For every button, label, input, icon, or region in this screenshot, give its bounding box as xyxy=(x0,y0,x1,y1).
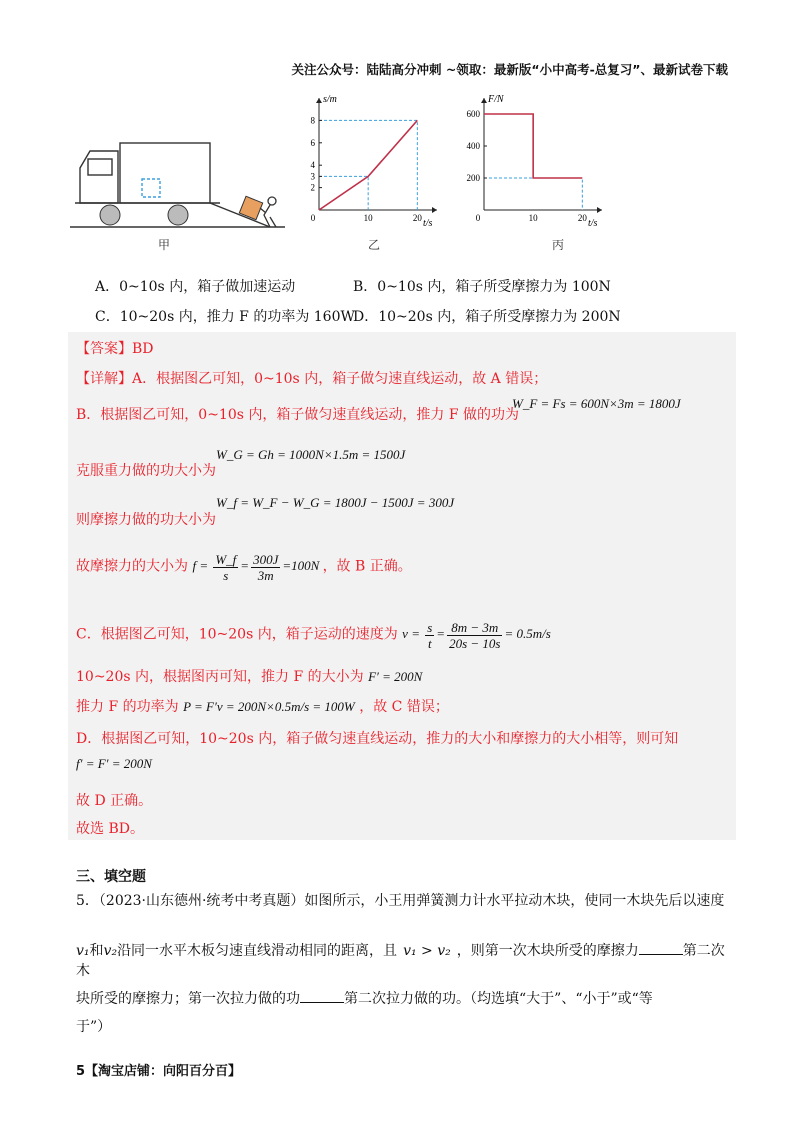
question-5-line2 xyxy=(76,940,736,980)
series-line xyxy=(319,120,417,210)
q-text-3b: 第二次拉力做的功。（均选填“大于”、“小于”或“等 xyxy=(344,991,653,1007)
options-row-2 xyxy=(95,306,735,328)
truck-window xyxy=(88,159,112,175)
options-row-1 xyxy=(95,276,735,298)
s-t-graph xyxy=(295,88,445,238)
x-tick-label: 20 xyxy=(412,213,422,223)
equation-velocity: v = $\frac{s}{t}$ = $\frac{8m - 3m}{20s - 10s}$ = 0.5m/s xyxy=(402,620,551,651)
page-header: 关注公众号：陆陆高分冲刺 ~领取：最新版“小中高考-总复习”、最新试卷下载 xyxy=(291,62,728,77)
y-tick-label: 3 xyxy=(310,171,315,182)
detail-line-b: B．根据图乙可知，0~10s 内，箱子做匀速直线运动，推力 F 做的功为 xyxy=(76,407,519,423)
x-tick-label: 0 xyxy=(310,213,316,223)
truck-wheel-rear xyxy=(168,205,188,225)
section-title: 三、填空题 xyxy=(76,869,146,885)
equation-friction: f = $\frac{W\_f}{s}$ = $\frac{300J}{3m}$ =100N xyxy=(192,552,320,583)
y-axis-arrow xyxy=(316,98,322,103)
detail-line-d: D．根据图乙可知，10~20s 内，箱子做匀速直线运动，推力的大小和摩擦力的大小相等，则可知 xyxy=(76,731,679,747)
velocity-text: C．根据图乙可知，10~20s 内，箱子运动的速度为 xyxy=(76,626,398,643)
eq5-num2: 300J xyxy=(253,552,279,567)
y-tick-label: 200 xyxy=(466,173,480,183)
power-conclusion: ，故 C 错误； xyxy=(359,699,449,715)
and-text: 和 xyxy=(89,943,104,959)
eq5-lhs: f = xyxy=(192,558,209,574)
person-pushing xyxy=(260,197,276,227)
detail-line-a xyxy=(76,368,547,388)
truck-figure xyxy=(70,103,290,243)
x-axis-arrow xyxy=(597,207,602,213)
figure-label-bing: 丙 xyxy=(552,238,565,252)
blank-2[interactable] xyxy=(300,990,344,1003)
equation-friction-d: f′ = F′ = 200N xyxy=(76,756,152,771)
y-tick-label: 400 xyxy=(466,141,480,151)
answer-value: BD xyxy=(132,341,154,357)
question-5-line3 xyxy=(76,988,736,1008)
blank-1[interactable] xyxy=(639,942,683,955)
v2-symbol: v₂ xyxy=(103,943,118,959)
condition: v₁ > v₂ xyxy=(403,943,451,959)
x-axis-label: t/s xyxy=(423,218,433,229)
eq6-rhs: = 0.5m/s xyxy=(504,626,551,642)
eq6-den2: 20s − 10s xyxy=(449,636,501,651)
detail-line-d-conclusion: 故 D 正确。 xyxy=(76,793,153,809)
option-b[interactable]: B．0~10s 内，箱子所受摩擦力为 100N xyxy=(353,279,611,295)
f-t-graph xyxy=(460,88,610,238)
question-5-line1: 5．（2023·山东德州·统考中考真题）如图所示，小王用弹簧测力计水平拉动木块，使同一木块先后以速度 xyxy=(76,893,725,909)
x-tick-label: 20 xyxy=(577,213,587,223)
option-d[interactable]: D．10~20s 内，箱子所受摩擦力为 200N xyxy=(353,309,621,325)
detail-label: 【详解】 xyxy=(76,371,132,387)
friction-conclusion: ，故 B 正确。 xyxy=(322,558,412,575)
figure-label-yi: 乙 xyxy=(368,238,381,252)
x-axis-arrow xyxy=(432,207,437,213)
x-tick-label: 10 xyxy=(528,213,538,223)
q-text-2b: ，则第一次木块所受的摩擦力 xyxy=(456,943,639,959)
option-a[interactable]: A．0~10s 内，箱子做加速运动 xyxy=(95,279,296,295)
y-tick-label: 6 xyxy=(310,137,315,148)
series-line xyxy=(484,114,582,178)
equation-force: F′ = 200N xyxy=(368,669,423,684)
eq5-rhs: =100N xyxy=(282,558,320,574)
detail-text-a: A．根据图乙可知，0~10s 内，箱子做匀速直线运动，故 A 错误； xyxy=(132,371,548,387)
option-c[interactable]: C．10~20s 内，推力 F 的功率为 160W xyxy=(95,309,355,325)
force-text: 10~20s 内，根据图丙可知，推力 F 的大小为 xyxy=(76,669,364,685)
v1-symbol: v₁ xyxy=(76,943,90,959)
eq5-den1: s xyxy=(223,568,229,583)
x-tick-label: 10 xyxy=(363,213,373,223)
detail-line-friction-work: 则摩擦力做的功大小为 xyxy=(76,512,216,528)
dashed-guide-0 xyxy=(484,178,582,210)
eq5-den2: 3m xyxy=(257,568,274,583)
page-footer: 5【淘宝店铺：向阳百分百】 xyxy=(76,1064,242,1079)
eq6-lhs: v = xyxy=(402,626,420,642)
q-text-3a: 块所受的摩擦力；第一次拉力做的功 xyxy=(76,991,300,1007)
y-axis-label: s/m xyxy=(323,94,337,105)
figure-label-jia: 甲 xyxy=(158,238,171,252)
equation-work-friction: W_f = W_F − W_G = 1800J − 1500J = 300J xyxy=(216,495,455,510)
answer-label: 【答案】 xyxy=(76,341,132,357)
x-tick-label: 0 xyxy=(475,213,481,223)
eq6-den1: t xyxy=(427,636,432,651)
power-text: 推力 F 的功率为 xyxy=(76,699,179,715)
eq6-num1: s xyxy=(427,620,433,635)
question-5-line4: 于”） xyxy=(76,1019,112,1035)
dashed-guide-1 xyxy=(319,120,417,210)
y-tick-label: 4 xyxy=(310,160,315,171)
x-axis-label: t/s xyxy=(588,218,598,229)
equation-work-g: W_G = Gh = 1000N×1.5m = 1500J xyxy=(216,447,406,462)
equation-power: P = F′v = 200N×0.5m/s = 100W xyxy=(183,699,355,714)
eq5-num1: W_f xyxy=(215,552,237,567)
figure-row xyxy=(70,88,730,258)
detail-line-final: 故选 BD。 xyxy=(76,821,144,837)
truck-wheel-front xyxy=(100,205,120,225)
detail-line-c xyxy=(76,620,551,651)
friction-text: 故摩擦力的大小为 xyxy=(76,558,188,575)
detail-line-friction xyxy=(76,552,412,583)
detail-line-force xyxy=(76,666,422,686)
truck-cargo-box xyxy=(120,143,210,203)
y-tick-label: 600 xyxy=(466,109,480,119)
answer-line xyxy=(76,338,154,358)
y-tick-label: 2 xyxy=(310,182,315,193)
y-axis-arrow xyxy=(481,98,487,103)
equation-work-f: W_F = Fs = 600N×3m = 1800J xyxy=(512,396,681,411)
y-axis-label: F/N xyxy=(488,94,504,105)
q-text-2c: 第二次木 xyxy=(76,943,725,979)
detail-line-power xyxy=(76,696,449,716)
eq6-num2: 8m − 3m xyxy=(447,620,502,636)
q-text-2a: 沿同一水平木板匀速直线滑动相同的距离，且 xyxy=(117,943,398,959)
y-tick-label: 8 xyxy=(310,115,315,126)
detail-line-gravity: 克服重力做的功大小为 xyxy=(76,463,216,479)
